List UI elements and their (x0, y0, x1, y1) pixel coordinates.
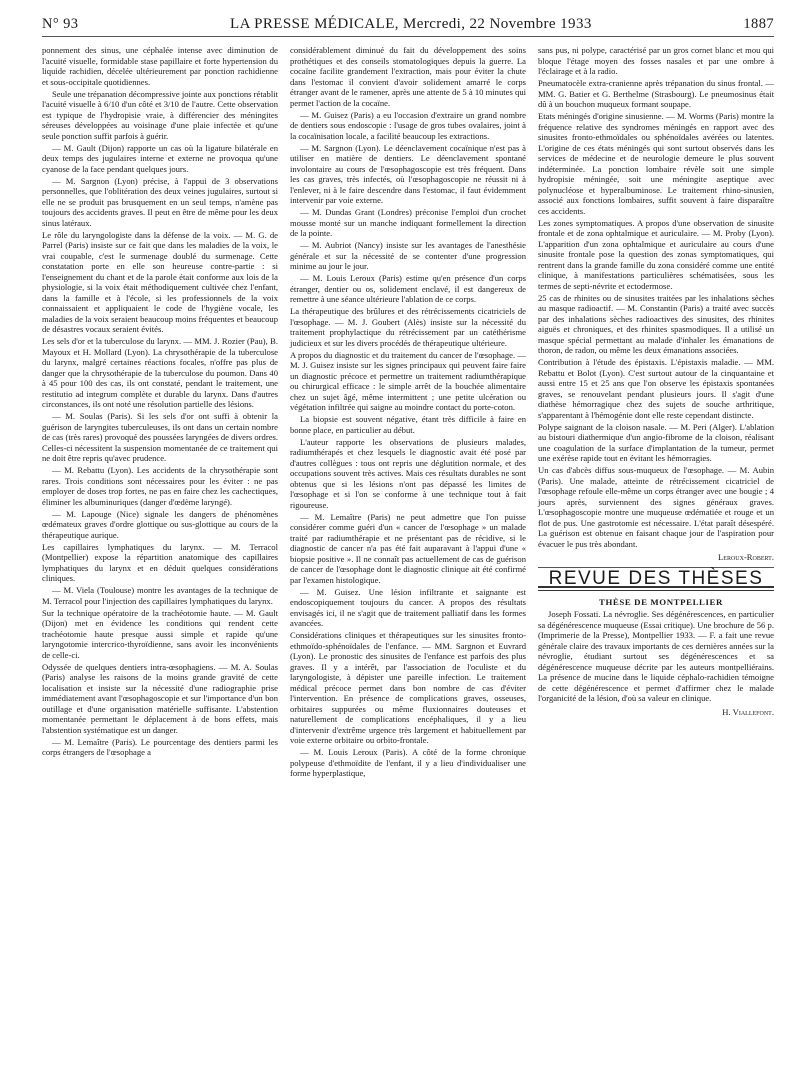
paragraph: — M. Lapouge (Nice) signale les dangers de phénomènes œdémateux graves d'ordre glottique ou sus-glottique au cours de la thérapeutique aurique. (42, 508, 278, 540)
paragraph: — M. Aubriot (Nancy) insiste sur les avantages de l'anesthésie générale et sur la nécessité de se contenter d'une progression minime au jour le jour. (290, 240, 526, 271)
paragraph: Seule une trépanation décompressive jointe aux ponctions rétablit l'acuité visuelle à 6/10 d'un côté et 3/10 de l'autre. Cette observation est typique de l'hydropisie vraie, à différencier des méningites séreuses développées au voisinage d'une plaie infectée et qu'une seule ponction suffit parfois à guérir. (42, 88, 278, 141)
column-1 (42, 45, 278, 780)
paragraph: considérablement diminué du fait du développement des soins prothétiques et des conseils stomatologiques depuis la guerre. La cocaïne facilite grandement l'extraction, mais pour éviter la chute dans l'estomac il convient d'avoir solidement amarré le corps étranger avant de le ramener, après une attente de 5 à 10 minutes qui permet l'action de la cocaïne. (290, 45, 526, 108)
paragraph: — M. Louis Leroux (Paris). A côté de la forme chronique polypeuse d'ethmoïdite de l'enfant, il y a lieu d'individualiser une forme hyperplastique, (290, 747, 526, 778)
paragraph: — M. Viela (Toulouse) montre les avantages de la technique de M. Terracol pour l'injection des capillaires lymphatiques du larynx. (42, 585, 278, 606)
paragraph: L'auteur rapporte les observations de plusieurs malades, radiumthérapés et chez lesquels le diagnostic avait été posé par d'autres collègues : tous ont repris une déglutition normale, et des occupations souvent très actives. Mais ces résultats durables ne sont obtenus que si les lésions n'ont pas dépassé les limites de l'œsophage et si l'on se conforme à une technique tout à fait rigoureuse. (290, 436, 526, 510)
paragraph: — M. Sargnon (Lyon) précise, à l'appui de 3 observations personnelles, que l'oblitération des deux veines jugulaires, surtout si elle ne se produit pas brusquement en un seul temps, n'amène pas toujours des accidents graves. Il peut en être de même pour les deux sinus latéraux. (42, 175, 278, 228)
paragraph: Le rôle du laryngologiste dans la défense de la voix. — M. G. de Parrel (Paris) insiste sur ce fait que dans les maladies de la voix, le vrai coupable, c'est le surmenage doublé du surmenage. Cette constatation porte en elle son heureuse contre-partie : si l'enseignement du chant et de la parole était conforme aux lois de la physiologie, si la voix était méthodiquement cultivée chez l'enfant, dans la famille et à l'école, si les professionnels de la voix connaissaient et appliquaient le code de l'hygiène vocale, les maladies de la voix seraient beaucoup moins fréquentes et beaucoup de désastres vocaux seraient évités. (42, 229, 278, 334)
masthead: LA PRESSE MÉDICALE, Mercredi, 22 Novembre 1933 (230, 16, 592, 32)
paragraph: Les capillaires lymphatiques du larynx. — M. Terracol (Montpellier) expose la répartition anatomique des capillaires lymphatiques du larynx et en déduit quelques considérations cliniques. (42, 541, 278, 583)
paragraph: — M. Gault (Dijon) rapporte un cas où la ligature bilatérale en deux temps des jugulaires interne et externe ne provoqua qu'une cyanose de la face pendant quelques jours. (42, 142, 278, 174)
author-signature: Leroux-Robert. (718, 552, 774, 562)
paragraph: Un cas d'abcès diffus sous-muqueux de l'œsophage. — M. Aubin (Paris). Une malade, atteinte de rétrécissement cicatriciel de l'œsophage refoule elle-même un corps étranger avec une bougie ; 4 jours après, surviennent des signes généraux graves. L'œsophagoscopie montre une muqueuse œdématiée et rouge et un flot de pus. Une gastrotomie est nécessaire. L'état paraît désespéré. La guérison est obtenue en faisant chaque jour de l'aspiration pour évacuer le pus très abondant. (538, 465, 774, 549)
paragraph: sans pus, ni polype, caractérisé par un gros cornet blanc et mou qui bloque l'étage moyen des fosses nasales et par une ombre à l'éclairage et à la radio. (538, 45, 774, 76)
issue-number: N° 93 (42, 16, 79, 32)
paragraph: A propos du diagnostic et du traitement du cancer de l'œsophage. — M. J. Guisez insiste sur les signes principaux qui peuvent faire faire un diagnostic précoce et permettre un traitement radiumthérapique ou chirurgical efficace : le simple arrêt de la bouchée alimentaire chez un sujet âgé, même intermittent ; une petite ulcération ou végétation infiltrée qui saigne au moindre contact du porte-coton. (290, 349, 526, 412)
paragraph: — M. Louis Leroux (Paris) estime qu'en présence d'un corps étranger, dentier ou os, solidement enclavé, il est dangereux de remettre à une séance ultérieure l'ablation de ce corps. (290, 273, 526, 304)
paragraph: 25 cas de rhinites ou de sinusites traitées par les inhalations sèches au masque radioactif. — M. Constantin (Paris) a traité avec succès par des inhalations sèches radioactives des sinusites, des rhinites aiguës et chroniques, et des rhinites spasmodiques. Il a utilisé un masque spécial permettant au malade d'inhaler les émanations de thoron, de radon, ou même les deux émanations associées. (538, 292, 774, 355)
paragraph: Polype saignant de la cloison nasale. — M. Peri (Alger). L'ablation au bistouri diathermique d'un angio-fibrome de la cloison, réalisant une coagulation de la surface d'implantation de la tumeur, permet une exérèse rapide tout en évitant les hémorragies. (538, 421, 774, 463)
paragraph: Pneumatocèle extra-cranienne après trépanation du sinus frontal. — MM. G. Batier et G. Berthelme (Strasbourg). Le pneumosinus était dû à un bouchon muqueux formant soupape. (538, 78, 774, 109)
page-header (42, 16, 774, 37)
paragraph: Contribution à l'étude des épistaxis. L'épistaxis maladie. — MM. Rebattu et Bolot (Lyon). C'est surtout autour de la cinquantaine et aussi entre 15 et 25 ans que l'on observe les épistaxis spontanées graves, se renouvelant pendant plusieurs jours. Il s'agit d'une diathèse hémorragique chez des sujets de souche arthritique, s'apparentant à l'hémogénie dont elle reste cependant distincte. (538, 357, 774, 420)
paragraph: Les sels d'or et la tuberculose du larynx. — MM. J. Rozier (Pau), B. Mayoux et H. Mollard (Lyon). La chrysothérapie de la tuberculose du larynx, malgré certaines réactions focales, n'offre pas plus de danger que la chrysothérapie de la tuberculose du poumon. Dans 40 à 45 pour 100 des cas, ils ont constaté, pendant le traitement, une restitutio ad integrum complète et durable du larynx. Dans d'autres circonstances, ils ont noté une résolution partielle des lésions. (42, 336, 278, 409)
paragraph: La thérapeutique des brûlures et des rétrécissements cicatriciels de l'œsophage. — M. J. Goubert (Alès) insiste sur la nécessité du traitement prophylactique du rétrécissement par un catéthérisme judicieux et sur les divers procédés de thérapeutique ultérieure. (290, 306, 526, 348)
paragraph: — M. Soulas (Paris). Si les sels d'or ont suffi à obtenir la guérison de laryngites tuberculeuses, ils ont dans un certain nombre de cas (très rares) provoqué des poussées laryngées de divers ordres. Celles-ci nécessitent la suspension momentanée de ce traitement qui ne doit être repris qu'avec prudence. (42, 411, 278, 463)
article-columns (42, 45, 774, 780)
column-2 (290, 45, 526, 780)
page-number: 1887 (743, 16, 774, 32)
paragraph: — M. Sargnon (Lyon). Le déenclavement cocaïnique n'est pas à utiliser en matière de dentiers. Le déenclavement spontané involontaire au cours de l'œsophagoscopie est très fréquent. Dans les cas graves, très infectés, où l'œsophagoscopie ne réussit ni à l'enlever, ni à le faire descendre dans l'estomac, il faut évidemment intervenir par voie externe. (290, 142, 526, 205)
paragraph: Considérations cliniques et thérapeutiques sur les sinusites fronto-ethmoïdo-sphénoïdales de l'enfance. — MM. Sargnon et Euvrard (Lyon). Le pronostic des sinusites de l'enfance est parfois des plus graves. Il y a intérêt, par l'association de l'oculiste et du laryngologiste, à dépister une pareille infection. Le traitement médical précoce permet dans bon nombre de cas d'éviter l'intervention. En présence de complications graves, osseuses, orbitaires suppurées ou même fluxionnaires douteuses et naturellement de complications encéphaliques, il y a lieu d'intervenir d'extrême urgence très largement et habituellement par voie externe orbitaire ou orbito-frontale. (290, 630, 526, 745)
paragraph: Etats méningés d'origine sinusienne. — M. Worms (Paris) montre la fréquence relative des syndromes méningés en rapport avec des sinusites fronto-ethmoïdales ou sphénoïdales avérées ou latentes. L'origine de ces états méningés qui sont surtout observés dans les services de médecine et de neurologie demeure le plus souvent indéterminée. La ponction lombaire révèle soit une simple hydropisie méningée, soit une méningite aseptique avec polynucléose et hyperalbuminose. Le traitement rhino-sinusien, associé aux fonctions lombaires, suffit souvent à faire disparaître ces accidents. (538, 111, 774, 216)
paragraph: — M. Lemaître (Paris) ne peut admettre que l'on puisse considérer comme guéri d'un « cancer de l'œsophage » un malade traité par radiumthérapie et ne présentant pas de récidive, si le diagnostic de cancer n'a pas été fait auparavant à l'appui d'une « biopsie positive ». Il ne connaît pas actuellement de cas de guérison de cancer de l'œsophage dont le diagnostic clinique ait été confirmé par l'examen histologique. (290, 511, 526, 585)
thesis-review-text: Joseph Fossati. La névroglie. Ses dégénérescences, en particulier sa dégénérescence muqueuse (Essai critique). Une brochure de 56 p. (Imprimerie de la Presse), Montpellier 1933. — F. a fait une revue générale claire des travaux importants de ces dernières années sur la névroglie, étudiant surtout ses dégénérescences et sa dégénérescence muqueuse décrite par les auteurs montpelliérains. La présence de mucine dans le liquide céphalo-rachidien témoigne de cette dégénérescence et permet d'affirmer chez le malade l'organicité de la lésion, d'où sa valeur en clinique. (538, 609, 774, 703)
paragraph: ponnement des sinus, une céphalée intense avec diminution de l'acuité visuelle, formidable stase papillaire et forte hypertension du liquide rachidien, décelée ultérieurement par ponction rachidienne et sous-occipitale quotidiennes. (42, 45, 278, 87)
paragraph: — M. Dundas Grant (Londres) préconise l'emploi d'un crochet mousse monté sur un manche indiquant formellement la direction de la pointe. (290, 207, 526, 238)
paragraph: Sur la technique opératoire de la trachéotomie haute. — M. Gault (Dijon) met en évidence les conditions qui rendent cette trachéotomie haute presque aussi simple et rapide qu'une laryngotomie intercrico-thyroïdienne, sans avoir les inconvénients de celle-ci. (42, 607, 278, 660)
paragraph: Les zones symptomatiques. A propos d'une observation de sinusite frontale et de zona ophtalmique et auriculaire. — M. Proby (Lyon). L'apparition d'un zona ophtalmique et auriculaire au cours d'une sinusite frontale pose la question des zonas symptomatiques, qui rentrent dans la grande famille du zona considéré comme une entité clinique, à manifestations particulières schématisées, sous les termes de septi-névrite et ectodermose. (538, 217, 774, 291)
column-3 (538, 45, 774, 780)
paragraph: Odyssée de quelques dentiers intra-œsophagiens. — M. A. Soulas (Paris) analyse les raisons de la moins grande gravité de cette localisation et insiste sur la nécessité d'une radiographie prise immédiatement avant l'œsophagoscopie et sur l'importance d'un bon outillage et d'une organisation matérielle suffisante. L'abstention momentanée permettant le déplacement à de bons effets, mais l'abstention systématique est un danger. (42, 661, 278, 735)
paragraph: — M. Guisez (Paris) a eu l'occasion d'extraire un grand nombre de dentiers sous endoscopie : l'usage de gros tubes ovalaires, joint à la cocaïnisation locale, a facilité beaucoup les extractions. (290, 109, 526, 141)
review-title: REVUE DES THÈSES (548, 567, 764, 589)
paragraph: — M. Rebattu (Lyon). Les accidents de la chrysothérapie sont rares. Trois conditions sont nécessaires pour les éviter : ne pas employer de doses trop fortes, ne pas en faire chez les cachectiques, éliminer les albuminuriques (danger d'œdème laryngé). (42, 465, 278, 507)
review-signature: H. Viallefont. (722, 706, 774, 717)
thesis-section-heading: THÈSE DE MONTPELLIER (599, 597, 723, 607)
paragraph: — M. Lemaître (Paris). Le pourcentage des dentiers parmi les corps étrangers de l'œsophage a (42, 736, 278, 757)
paragraph: — M. Guisez. Une lésion infiltrante et saignante est endoscopiquement toujours du cancer. A propos des résultats envisagés ici, il ne s'agit que de traitement palliatif dans les formes avancées. (290, 586, 526, 628)
paragraph: La biopsie est souvent négative, étant très difficile à faire en bonne place, en particulier au début. (290, 414, 526, 435)
